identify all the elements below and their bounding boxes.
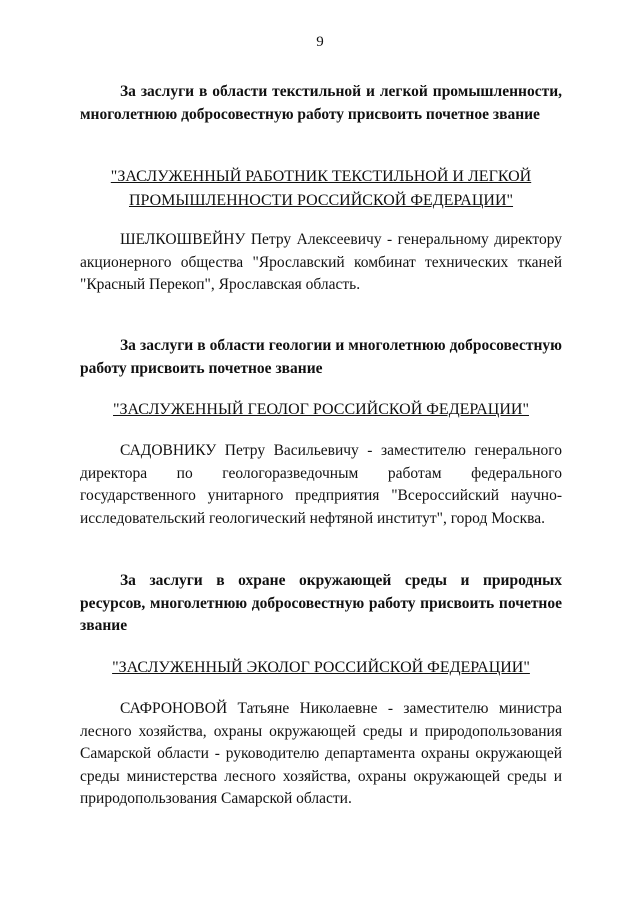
award-title-ecology: "ЗАСЛУЖЕННЫЙ ЭКОЛОГ РОССИЙСКОЙ ФЕДЕРАЦИИ" — [112, 659, 530, 676]
award-recipient-geology: САДОВНИКУ Петру Васильевичу - заместителю генерального директора по геологоразведочным работам федерального государственного унитарного предприятия "Всероссийский научно-исследовательский геологический нефтяной институт", город Москва. — [80, 442, 562, 527]
award-recipient-ecology: САФРОНОВОЙ Татьяне Николаевне - заместителю министра лесного хозяйства, охраны окружающей среды и природопользования Самарской области - руководителю департамента охраны окружающей среды министерства лесного хозяйства, охраны окружающей среды и природопользования Самарской области. — [80, 700, 562, 807]
award-title-textile: "ЗАСЛУЖЕННЫЙ РАБОТНИК ТЕКСТИЛЬНОЙ И ЛЕГКОЙ ПРОМЫШЛЕННОСТИ РОССИЙСКОЙ ФЕДЕРАЦИИ" — [110, 168, 532, 209]
award-intro-textile: За заслуги в области текстильной и легкой промышленности, многолетнюю добросовестную работу присвоить почетное звание — [80, 83, 562, 123]
award-intro-geology: За заслуги в области геологии и многолетнюю добросовестную работу присвоить почетное звание — [80, 337, 562, 377]
page-number: 9 — [316, 34, 324, 50]
award-recipient-textile: ШЕЛКОШВЕЙНУ Петру Алексеевичу - генеральному директору акционерного общества "Ярославский комбинат технических тканей "Красный Перекоп", Ярославская область. — [80, 231, 562, 293]
award-intro-ecology: За заслуги в охране окружающей среды и природных ресурсов, многолетнюю добросовестную работу присвоить почетное звание — [80, 572, 562, 634]
award-title-geology: "ЗАСЛУЖЕННЫЙ ГЕОЛОГ РОССИЙСКОЙ ФЕДЕРАЦИИ" — [113, 401, 529, 418]
